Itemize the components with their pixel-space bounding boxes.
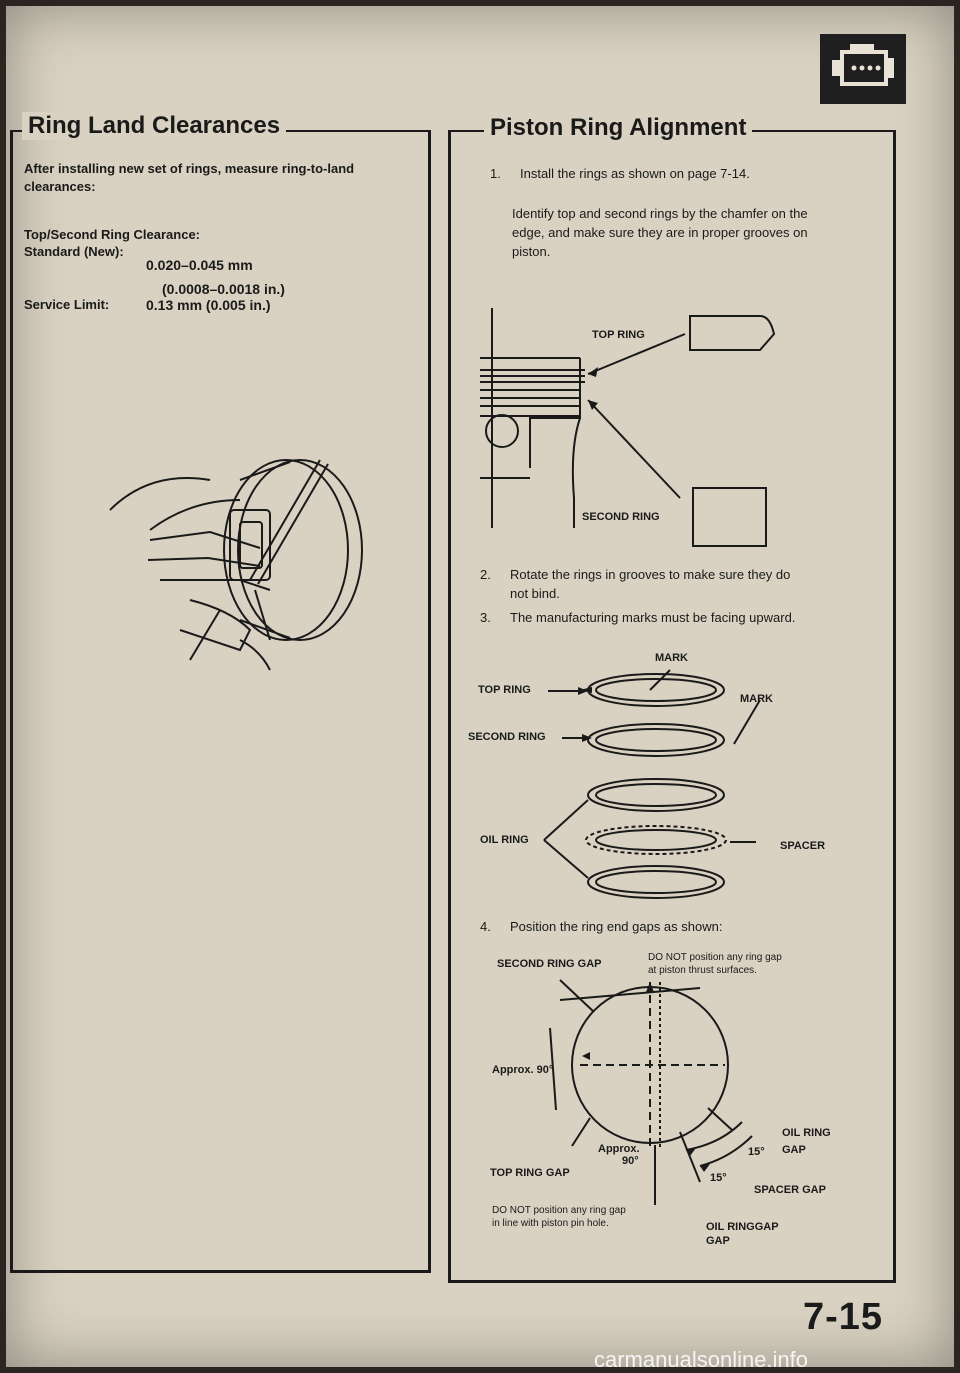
step-4-number: 4. bbox=[480, 919, 491, 934]
top-ring-gap-label: TOP RING GAP bbox=[490, 1167, 570, 1179]
step-4-text: Position the ring end gaps as shown: bbox=[510, 919, 723, 934]
step-1 bbox=[490, 165, 890, 185]
ring-stack-diagram bbox=[560, 650, 900, 910]
step-1-text: Install the rings as shown on page 7-14. bbox=[520, 166, 750, 181]
pin-hole-note-line-1: DO NOT position any ring gap bbox=[492, 1205, 626, 1216]
step-4 bbox=[480, 918, 880, 938]
thrust-note-line-2: at piston thrust surfaces. bbox=[648, 965, 757, 976]
feeler-gauge-illustration bbox=[90, 440, 390, 700]
angle-15-upper: 15° bbox=[748, 1146, 765, 1158]
spacer-gap-label: SPACER GAP bbox=[754, 1184, 826, 1196]
step-3-number: 3. bbox=[480, 610, 491, 625]
standard-value-mm: 0.020–0.045 mm bbox=[146, 257, 253, 273]
oil-ring-gap-suffix: GAP bbox=[782, 1144, 806, 1156]
approx-bottom: Approx. bbox=[598, 1143, 640, 1155]
diagram2-oil-ring-label: OIL RING bbox=[480, 834, 529, 846]
pin-hole-note-line-2: in line with piston pin hole. bbox=[492, 1218, 609, 1229]
approx-bottom-deg: 90° bbox=[622, 1155, 639, 1167]
page-number: 7-15 bbox=[803, 1296, 884, 1338]
diagram2-second-ring-label: SECOND RING bbox=[468, 731, 546, 743]
second-ring-arrow bbox=[562, 733, 592, 743]
left-section-title: Ring Land Clearances bbox=[22, 112, 286, 140]
service-limit-label: Service Limit: bbox=[24, 297, 110, 312]
step-1-detail-line-3: piston. bbox=[512, 243, 551, 259]
approx-90-left: Approx. 90° bbox=[492, 1064, 554, 1076]
oil-ringgap-label: OIL RINGGAP bbox=[706, 1221, 779, 1233]
right-section-title: Piston Ring Alignment bbox=[484, 114, 752, 142]
step-1-detail bbox=[512, 205, 892, 262]
step-3-text: The manufacturing marks must be facing upward. bbox=[510, 610, 796, 625]
oil-ringgap-suffix: GAP bbox=[706, 1235, 730, 1247]
step-2-line-1: Rotate the rings in grooves to make sure they do bbox=[510, 567, 791, 582]
angle-15-lower: 15° bbox=[710, 1172, 727, 1184]
step-2-number: 2. bbox=[480, 567, 491, 582]
step-2-line-2: not bind. bbox=[510, 585, 560, 601]
top-ring-arrow bbox=[548, 686, 588, 696]
engine-icon bbox=[820, 34, 906, 104]
oil-ring-label: OIL RING bbox=[782, 1127, 831, 1139]
step-1-detail-line-1: Identify top and second rings by the chamfer on the bbox=[512, 206, 808, 221]
site-watermark: carmanualsonline.info bbox=[594, 1347, 809, 1372]
pin-hole-note bbox=[492, 1204, 626, 1230]
mark-label-second: MARK bbox=[740, 693, 773, 705]
thrust-note-line-1: DO NOT position any ring gap bbox=[648, 952, 782, 963]
ring-gap-position-diagram bbox=[490, 960, 810, 1200]
diagram2-spacer-label: SPACER bbox=[780, 840, 826, 852]
ring-land-intro: After installing new set of rings, measure ring-to-land clearances: bbox=[24, 161, 355, 195]
diagram2-top-ring-label: TOP RING bbox=[478, 684, 531, 696]
diagram1-second-ring-label: SECOND RING bbox=[582, 511, 660, 523]
step-1-number: 1. bbox=[490, 166, 501, 181]
diagram1-top-ring-label: TOP RING bbox=[592, 329, 645, 341]
service-limit-value: 0.13 mm (0.005 in.) bbox=[146, 297, 271, 313]
step-3 bbox=[480, 609, 880, 629]
standard-value-in: (0.0008–0.0018 in.) bbox=[162, 281, 285, 297]
mark-label-top: MARK bbox=[655, 652, 688, 664]
clearance-spec-title: Top/Second Ring Clearance: bbox=[24, 227, 201, 242]
second-ring-gap-label: SECOND RING GAP bbox=[497, 958, 602, 970]
standard-label: Standard (New): bbox=[24, 244, 124, 259]
thrust-note bbox=[648, 951, 782, 977]
step-1-detail-line-2: edge, and make sure they are in proper grooves on bbox=[512, 224, 808, 240]
